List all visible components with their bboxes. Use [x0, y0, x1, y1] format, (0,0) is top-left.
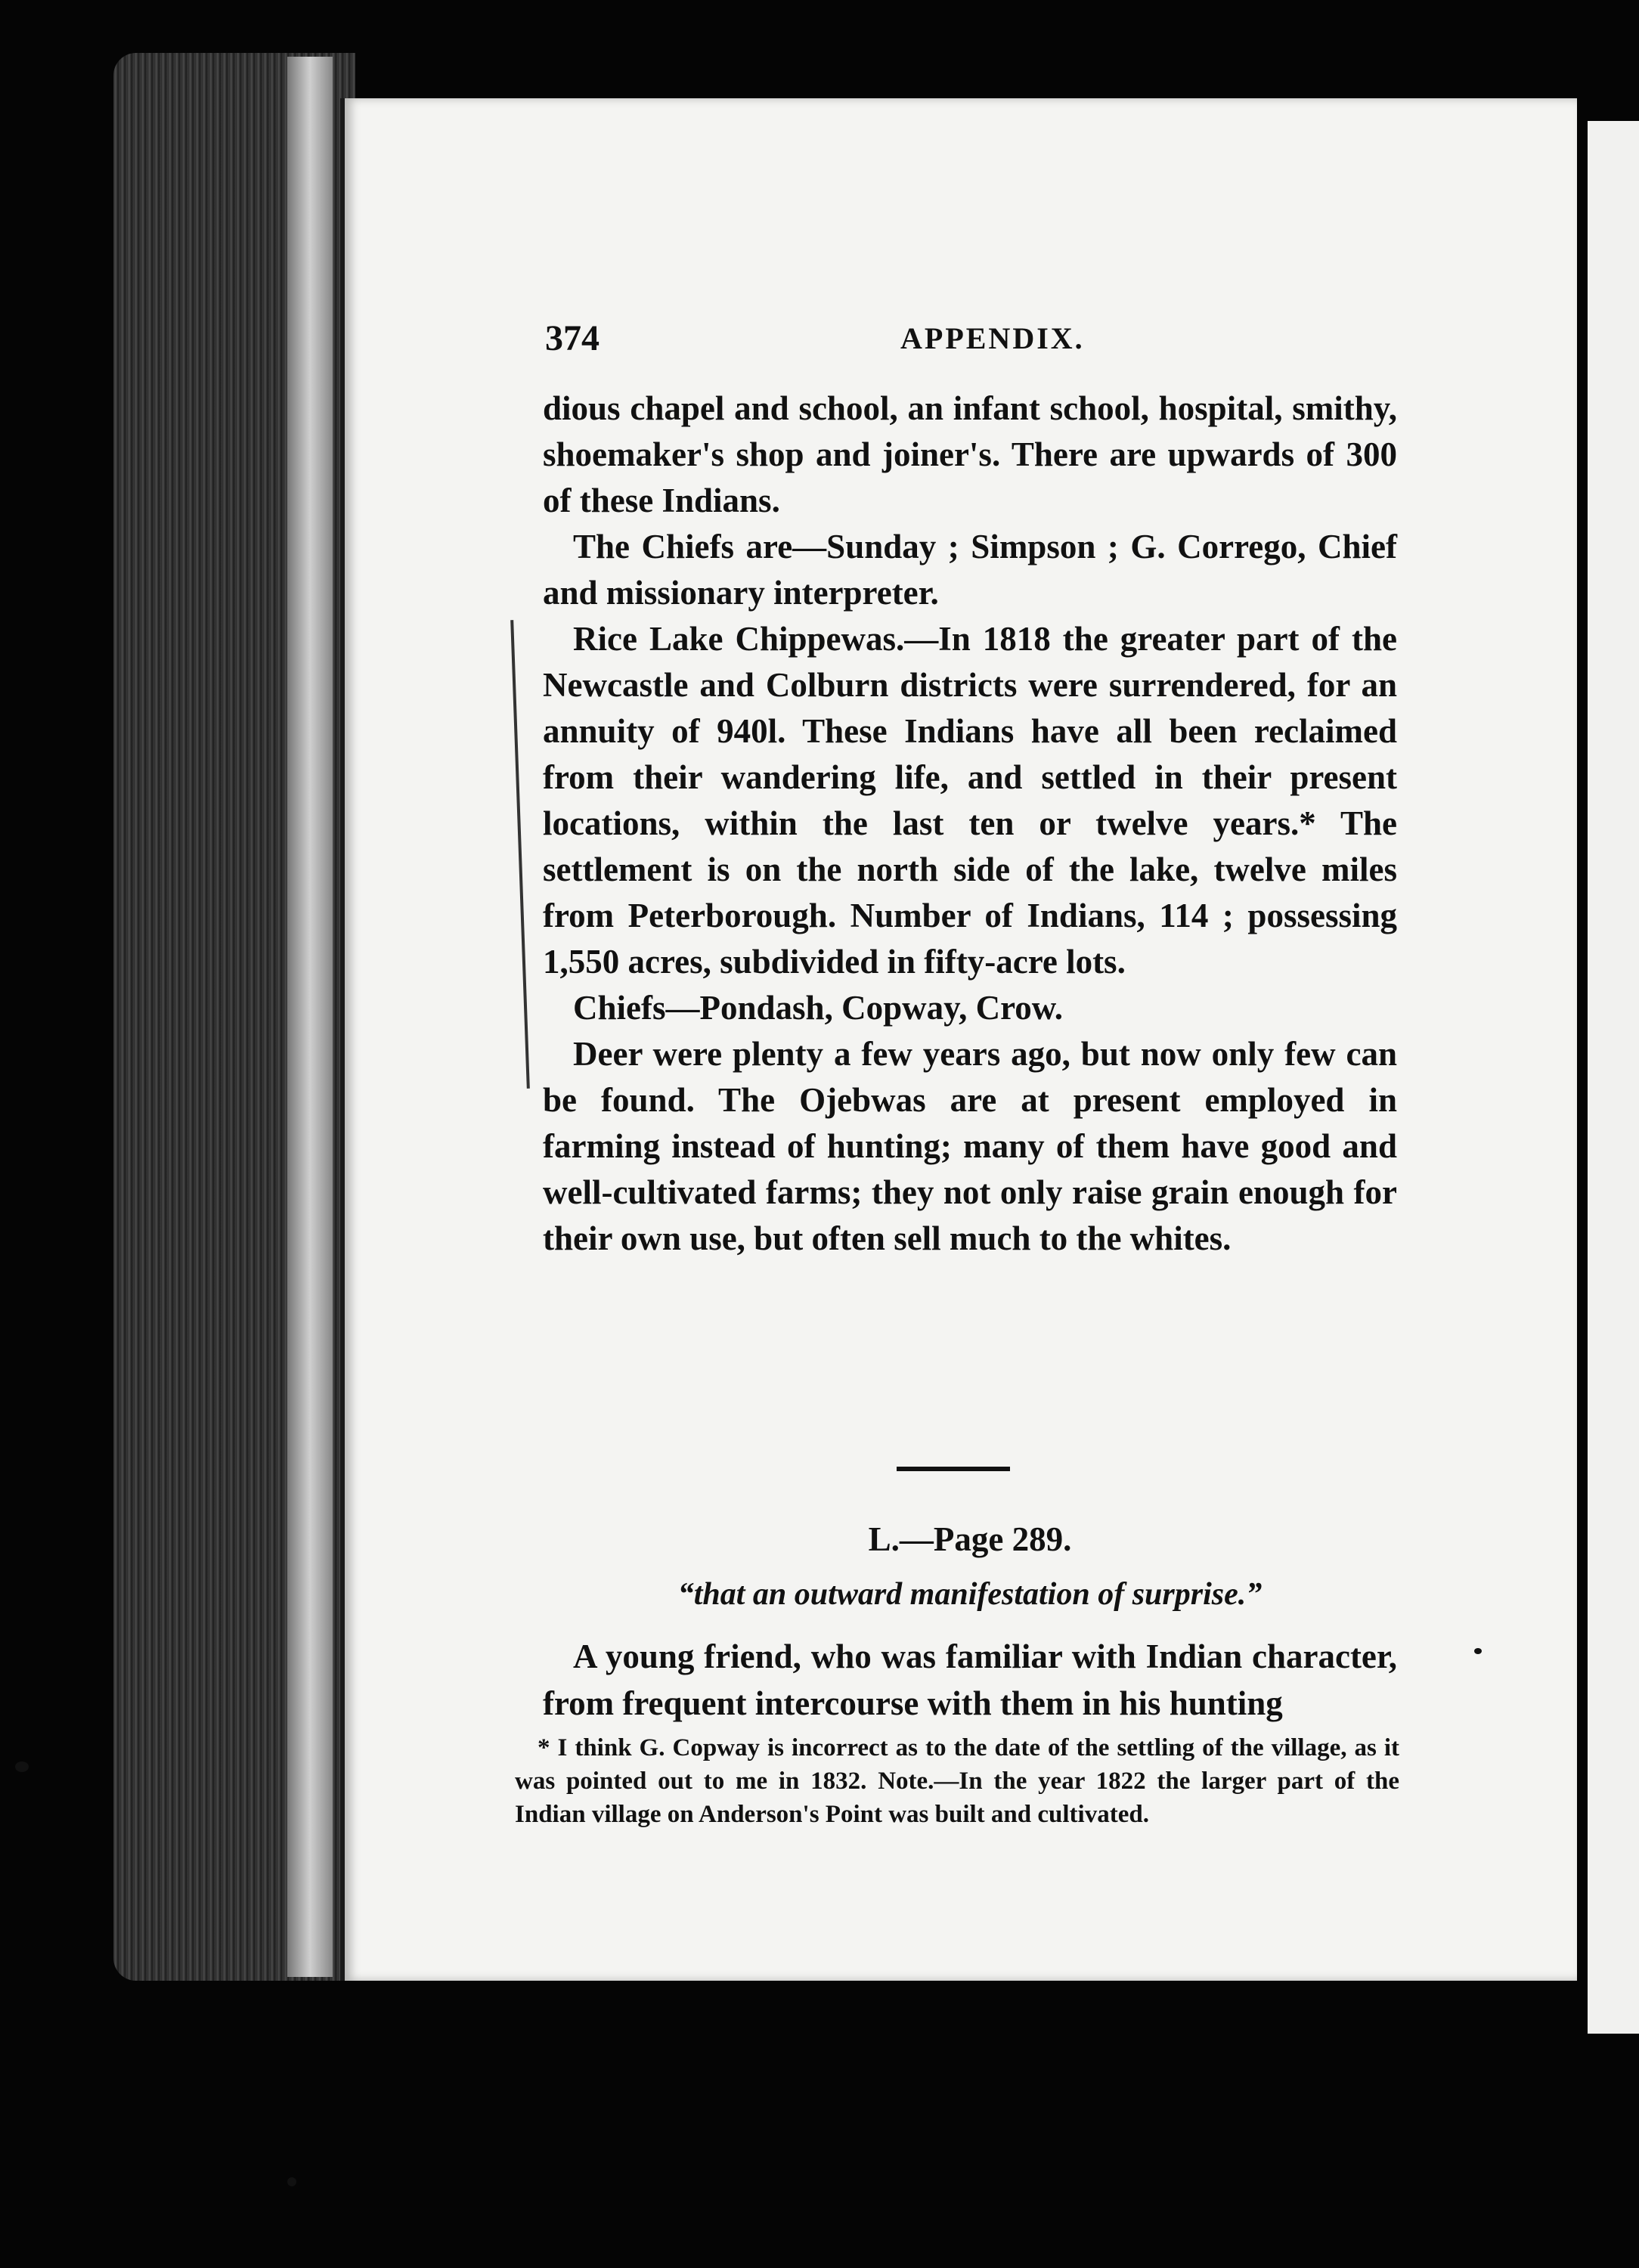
section-heading: L.—Page 289.	[868, 1520, 1072, 1558]
paragraph: The Chiefs are—Sunday ; Simpson ; G. Corrego, Chief and missionary interpreter.	[543, 528, 1397, 612]
running-head-title: APPENDIX.	[900, 321, 1085, 355]
book-edge-highlight	[287, 57, 333, 1977]
facing-page-edge	[1588, 121, 1639, 2034]
section-divider	[897, 1467, 1010, 1471]
body-text	[543, 386, 1397, 1262]
page-number: 374	[545, 318, 600, 358]
footnote	[515, 1731, 1399, 1831]
dust-speck	[1474, 1648, 1482, 1654]
dust-speck	[287, 2177, 296, 2186]
paragraph: Deer were plenty a few years ago, but now only few can be found. The Ojebwas are at present employed in farming instead of hunting; many of them have good and well-cultivated farms; they not only raise grain enough for their own use, but often sell much to the whites.	[543, 1035, 1397, 1257]
section-epigraph: “that an outward manifestation of surprise.”	[677, 1577, 1263, 1612]
footnote-text: * I think G. Copway is incorrect as to the date of the settling of the village, as it was pointed out to me in 1832. Note.—In the year 1822 the larger part of the Indian village on Anderson's Point was built and cultivated.	[515, 1734, 1399, 1828]
dust-speck	[15, 1761, 29, 1772]
running-head	[545, 318, 1452, 363]
section-text	[543, 1633, 1397, 1727]
paragraph: Chiefs—Pondash, Copway, Crow.	[573, 989, 1064, 1027]
paragraph: A young friend, who was familiar with Indian character, from frequent intercourse with them in his hunting	[543, 1637, 1397, 1722]
book-page	[340, 98, 1577, 1981]
paragraph: dious chapel and school, an infant school, hospital, smithy, shoemaker's shop and joiner's. There are upwards of 300 of these Indians.	[543, 389, 1397, 519]
paragraph: Rice Lake Chippewas.—In 1818 the greater part of the Newcastle and Colburn districts were surrendered, for an annuity of 940l. These Indians have all been reclaimed from their wandering life, and settled in their present locations, within the last ten or twelve years.* The settlement is on the north side of the lake, twelve miles from Peterborough. Number of Indians, 114 ; possessing 1,550 acres, subdivided in fifty-acre lots.	[543, 620, 1397, 981]
pencil-margin-mark	[510, 620, 530, 1089]
